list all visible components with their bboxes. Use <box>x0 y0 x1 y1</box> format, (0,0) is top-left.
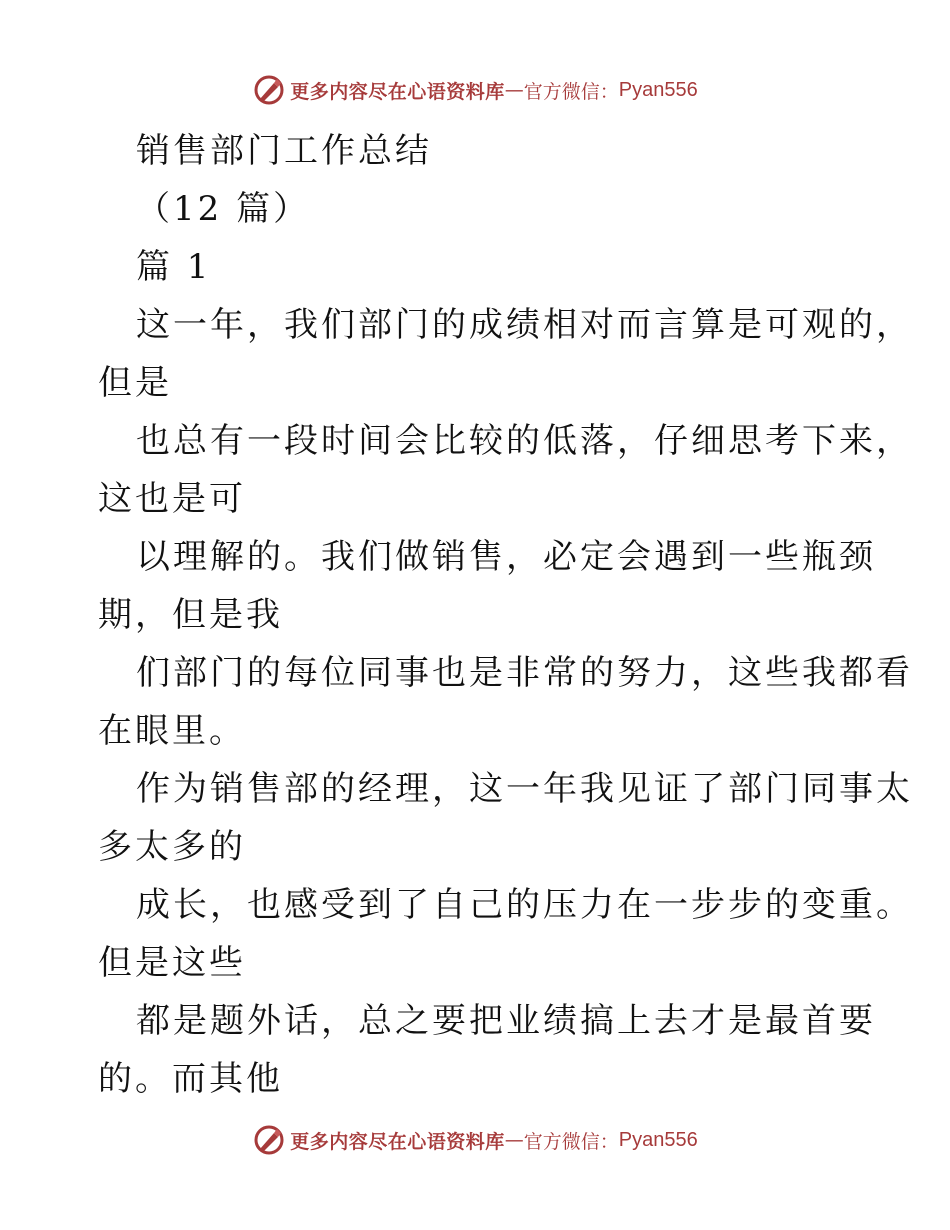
text-line: 成长，也感受到了自己的压力在一步步的变重。 <box>136 885 913 925</box>
pen-logo-icon <box>252 73 286 107</box>
text-line: 的。而其他 <box>98 1059 283 1099</box>
banner-main-text: 更多内容尽在心语资料库 <box>290 1130 505 1153</box>
text-line: 期，但是我 <box>98 595 283 635</box>
document-subtitle: （12 篇） <box>136 189 311 229</box>
banner-dash: — <box>504 1129 524 1151</box>
footer-banner <box>0 1120 950 1160</box>
text-line: 但是这些 <box>98 943 246 983</box>
banner-main-text: 更多内容尽在心语资料库 <box>290 80 505 103</box>
text-line: 也总有一段时间会比较的低落，仔细思考下来， <box>136 421 913 461</box>
pen-logo-icon <box>252 1123 286 1157</box>
text-line: 这也是可 <box>98 479 246 519</box>
document-body <box>98 122 913 1108</box>
banner-dash: — <box>504 79 524 101</box>
text-line: 以理解的。我们做销售，必定会遇到一些瓶颈 <box>136 537 876 577</box>
banner-wechat-id: Pyan556 <box>618 78 698 101</box>
banner-wechat-id: Pyan556 <box>618 1128 698 1151</box>
section-heading: 篇 1 <box>136 247 212 287</box>
text-line: 在眼里。 <box>98 711 246 751</box>
header-banner <box>0 70 950 110</box>
document-title: 销售部门工作总结 <box>136 131 432 171</box>
banner-wechat-label: 官方微信： <box>523 1130 619 1153</box>
text-line: 这一年，我们部门的成绩相对而言算是可观的， <box>136 305 913 345</box>
text-line: 作为销售部的经理，这一年我见证了部门同事太 <box>136 769 913 809</box>
text-line: 多太多的 <box>98 827 246 867</box>
banner-wechat-label: 官方微信： <box>523 80 619 103</box>
text-line: 们部门的每位同事也是非常的努力，这些我都看 <box>136 653 913 693</box>
text-line: 但是 <box>98 363 172 403</box>
text-line: 都是题外话，总之要把业绩搞上去才是最首要 <box>136 1001 876 1041</box>
